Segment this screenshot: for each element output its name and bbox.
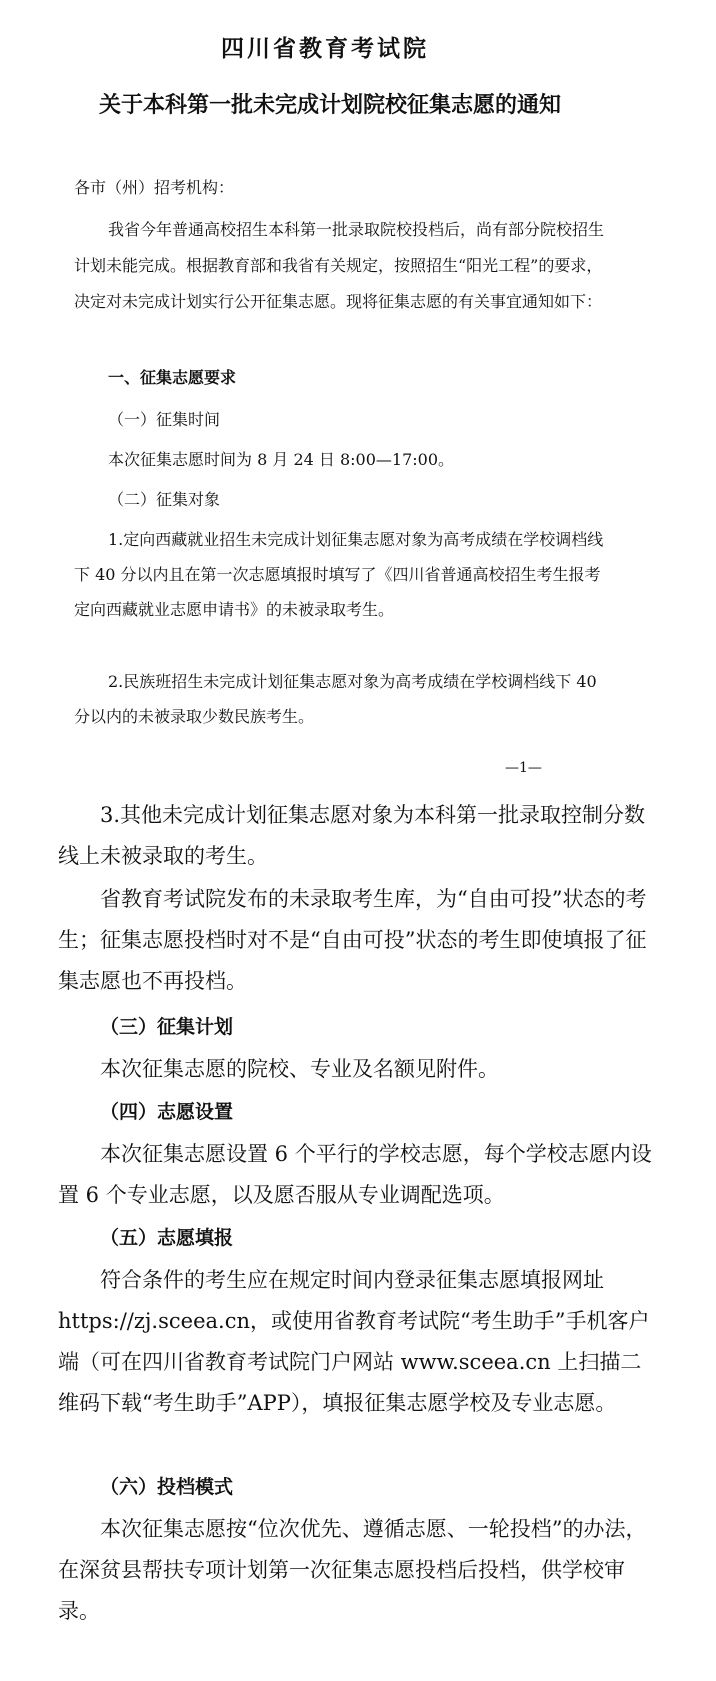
subheading-settings: （四）志愿设置 xyxy=(100,1101,234,1123)
page-number: —1— xyxy=(505,760,542,776)
target-note: 省教育考试院发布的未录取考生库，为“自由可投”状态的考生；征集志愿投档时对不是“自由可投”状态的考生即使填报了征集志愿也不再投档。 xyxy=(58,887,647,993)
filling-text: 符合条件的考生应在规定时间内登录征集志愿填报网址 https://zj.sceea.cn，或使用省教育考试院“考生助手”手机客户端（可在四川省教育考试院门户网站 www.sceea.cn 上扫描二维码下载“考生助手”APP），填报征集志愿学校及专业志愿。 xyxy=(58,1268,650,1415)
notice-title: 关于本科第一批未完成计划院校征集志愿的通知 xyxy=(98,93,561,118)
subheading-mode: （六）投档模式 xyxy=(100,1476,234,1498)
subheading-plan: （三）征集计划 xyxy=(100,1016,234,1038)
intro-paragraph: 我省今年普通高校招生本科第一批录取院校投档后，尚有部分院校招生计划未能完成。根据教育部和我省有关规定，按照招生“阳光工程”的要求，决定对未完成计划实行公开征集志愿。现将征集志愿的有关事宜通知如下： xyxy=(74,220,605,311)
salutation: 各市（州）招考机构： xyxy=(74,178,235,197)
organization-title: 四川省教育考试院 xyxy=(221,36,429,62)
subheading-filling: （五）志愿填报 xyxy=(100,1227,234,1249)
target-item-ethnic-class: 2.民族班招生未完成计划征集志愿对象为高考成绩在学校调档线下 40 分以内的未被录取少数民族考生。 xyxy=(74,672,597,726)
mode-text: 本次征集志愿按“位次优先、遵循志愿、一轮投档”的办法，在深贫县帮扶专项计划第一次征集志愿投档后投档，供学校审录。 xyxy=(58,1517,647,1623)
plan-text: 本次征集志愿的院校、专业及名额见附件。 xyxy=(100,1057,499,1081)
target-item-other: 3.其他未完成计划征集志愿对象为本科第一批录取控制分数线上未被录取的考生。 xyxy=(58,803,646,868)
target-item-tibet: 1.定向西藏就业招生未完成计划征集志愿对象为高考成绩在学校调档线下 40 分以内且在第一次志愿填报时填写了《四川省普通高校招生考生报考定向西藏就业志愿申请书》的未被录取考生。 xyxy=(74,530,604,619)
section-heading-requirements: 一、征集志愿要求 xyxy=(108,368,237,387)
collection-time-text: 本次征集志愿时间为 8 月 24 日 8:00—17:00。 xyxy=(108,450,455,469)
subheading-time: （一）征集时间 xyxy=(108,410,221,429)
subheading-targets: （二）征集对象 xyxy=(108,490,221,509)
settings-text: 本次征集志愿设置 6 个平行的学校志愿，每个学校志愿内设置 6 个专业志愿，以及愿否服从专业调配选项。 xyxy=(58,1142,652,1207)
